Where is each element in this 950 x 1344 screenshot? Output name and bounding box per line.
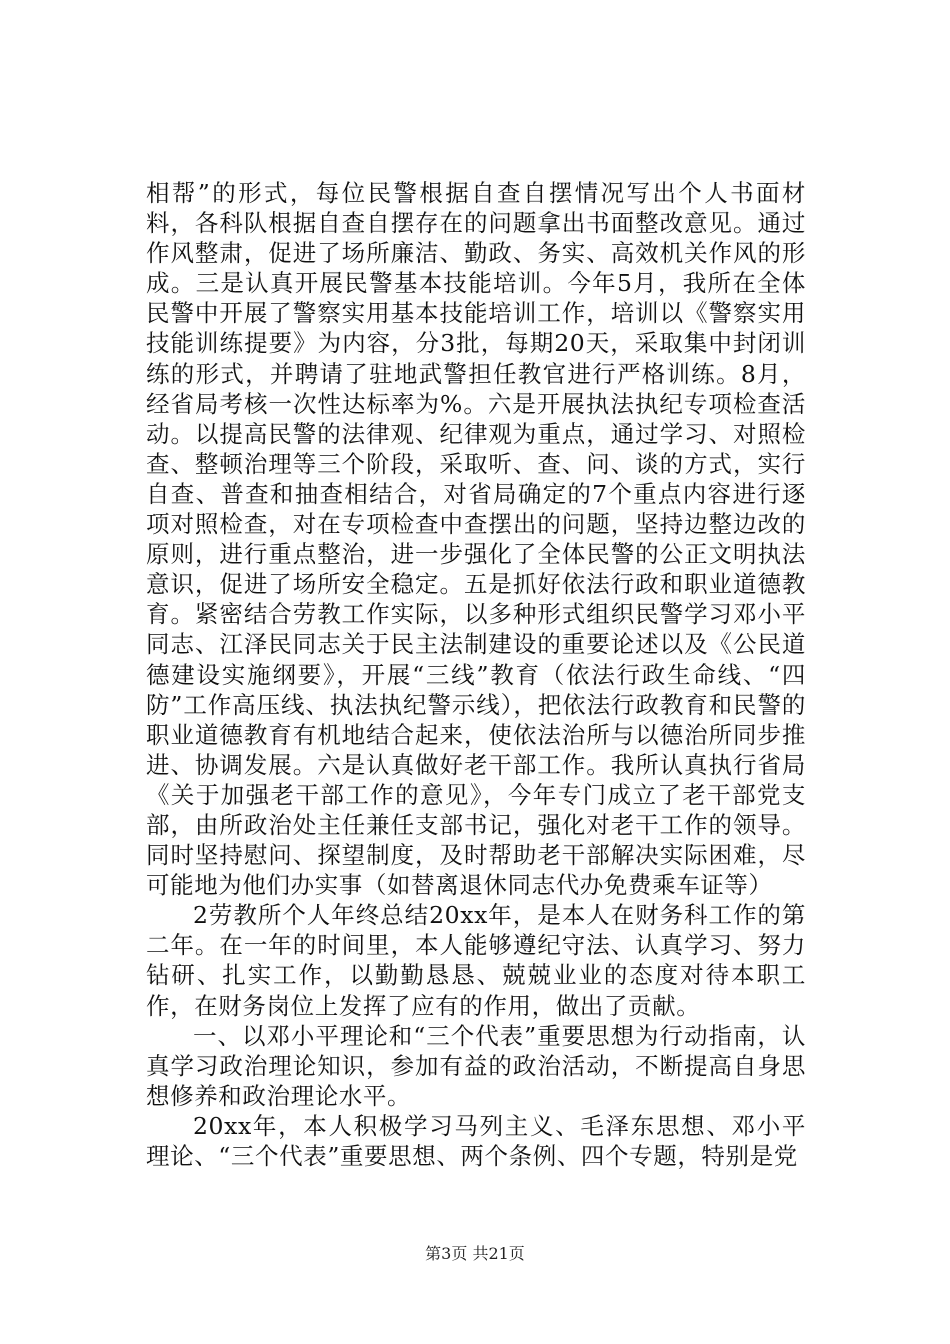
paragraph-3: 一、以邓小平理论和“三个代表”重要思想为行动指南，认真学习政治理论知识，参加有益的政治活动，不断提高自身思想修养和政治理论水平。 xyxy=(146,1021,806,1110)
page-number-footer: 第3页 共21页 xyxy=(425,1244,525,1263)
paragraph-1: 相帮”的形式，每位民警根据自查自摆情况写出个人书面材料，各科队根据自查自摆存在的问题拿出书面整改意见。通过作风整肃，促进了场所廉洁、勤政、务实、高效机关作风的形成。三是认真开展民警基本技能培训。今年5月，我所在全体民警中开展了警察实用基本技能培训工作，培训以《警察实用技能训练提要》为内容，分3批，每期20天，采取集中封闭训练的形式，并聘请了驻地武警担任教官进行严格训练。8月，经省局考核一次性达标率为%。六是开展执法执纪专项检查活动。以提高民警的法律观、纪律观为重点，通过学习、对照检查、整顿治理等三个阶段，采取听、查、问、谈的方式，实行自查、普查和抽查相结合，对省局确定的7个重点内容进行逐项对照检查，对在专项检查中查摆出的问题，坚持边整边改的原则，进行重点整治，进一步强化了全体民警的公正文明执法意识，促进了场所安全稳定。五是抓好依法行政和职业道德教育。紧密结合劳教工作实际，以多种形式组织民警学习邓小平同志、江泽民同志关于民主法制建设的重要论述以及《公民道德建设实施纲要》，开展“三线”教育（依法行政生命线、“四防”工作高压线、执法执纪警示线），把依法行政教育和民警的职业道德教育有机地结合起来，使依法治所与以德治所同步推进、协调发展。六是认真做好老干部工作。我所认真执行省局《关于加强老干部工作的意见》，今年专门成立了老干部党支部，由所政治处主任兼任支部书记，强化对老干工作的领导。同时坚持慰问、探望制度，及时帮助老干部解决实际困难，尽可能地为他们办实事（如替离退休同志代办免费乘车证等） xyxy=(146,179,806,900)
paragraph-2: 2劳教所个人年终总结20xx年，是本人在财务科工作的第二年。在一年的时间里，本人能够遵纪守法、认真学习、努力钻研、扎实工作，以勤勤恳恳、兢兢业业的态度对待本职工作，在财务岗位上发挥了应有的作用，做出了贡献。 xyxy=(146,901,806,1020)
document-body xyxy=(146,178,806,1171)
paragraph-4: 20xx年，本人积极学习马列主义、毛泽东思想、邓小平理论、“三个代表”重要思想、两个条例、四个专题，特别是党 xyxy=(146,1111,806,1170)
